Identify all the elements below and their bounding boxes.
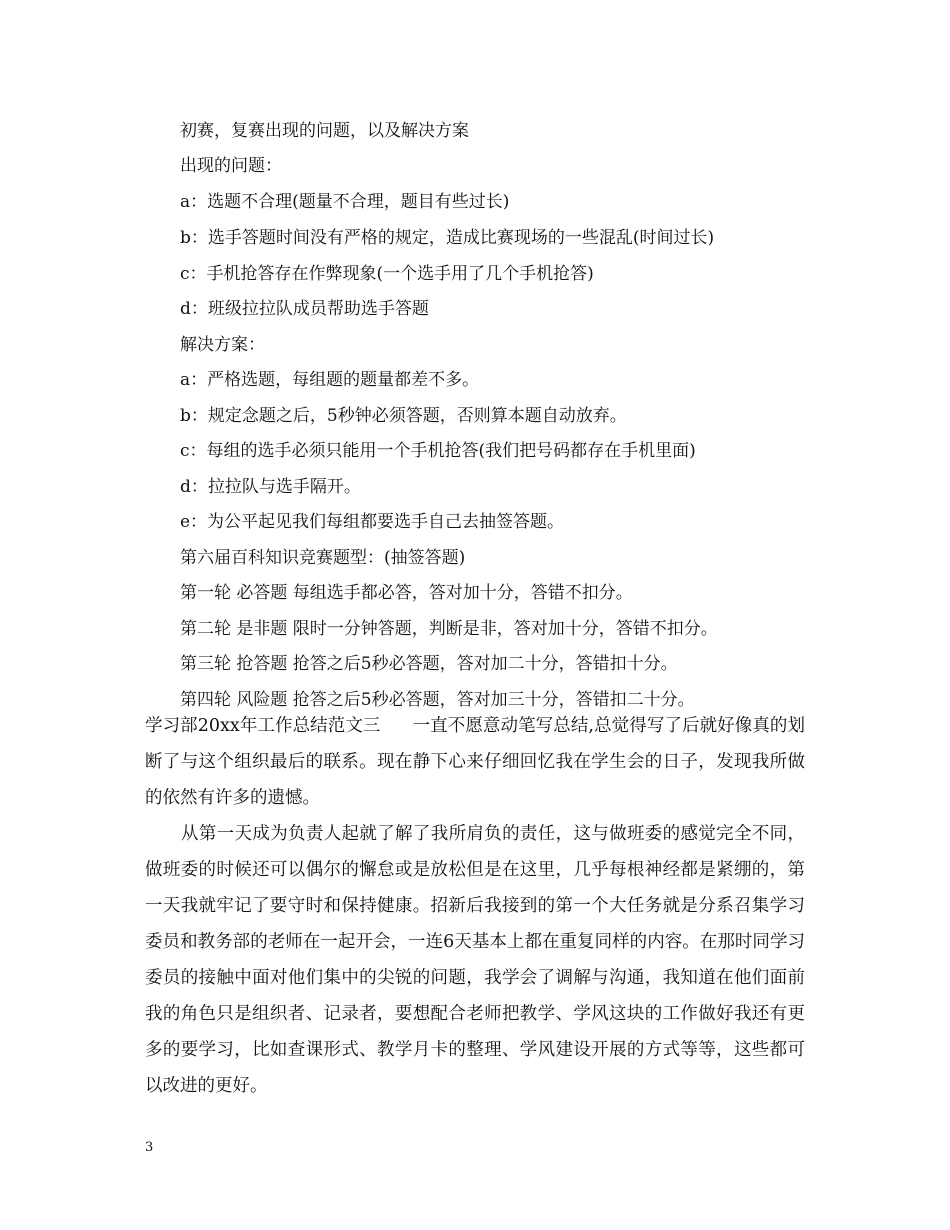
problem-item: b：选手答题时间没有严格的规定，造成比赛现场的一些混乱(时间过长) [180,228,715,248]
solution-item: c：每组的选手必须只能用一个手机抢答(我们把号码都存在手机里面) [180,441,696,461]
solutions-label: 解决方案： [180,335,265,355]
page-number: 3 [145,1140,154,1155]
problem-item: a：选题不合理(题量不合理，题目有些过长) [180,192,510,212]
round-item: 第三轮 抢答题 抢答之后5秒必答题，答对加二十分，答错扣十分。 [180,654,678,674]
round-item: 第一轮 必答题 每组选手都必答，答对加十分，答错不扣分。 [180,583,633,603]
section-intro-text: 一直不愿意动笔写总结,总觉得写了后就好像真的划断了与这个组织最后的联系。现在静下心来仔细回忆我在学生会的日子，发现我所做的依然有许多的遗憾。 [145,716,805,808]
round-item: 第四轮 风险题 抢答之后5秒必答题，答对加三十分，答错扣二十分。 [180,690,695,710]
problem-item: c：手机抢答存在作弊现象(一个选手用了几个手机抢答) [180,264,594,284]
solution-item: e：为公平起见我们每组都要选手自己去抽签答题。 [180,512,565,532]
solution-item: b：规定念题之后，5秒钟必须答题，否则算本题自动放弃。 [180,406,627,426]
solution-item: d：拉拉队与选手隔开。 [180,477,361,497]
problem-item: d：班级拉拉队成员帮助选手答题 [180,299,429,319]
body-paragraph: 从第一天成为负责人起就了解了我所肩负的责任，这与做班委的感觉完全不同，做班委的时候还可以偶尔的懈怠或是放松但是在这里，几乎每根神经都是紧绷的，第一天我就牢记了要守时和保持健康。招新后我接到的第一个大任务就是分系召集学习委员和教务部的老师在一起开会，一连6天基本上都在重复同样的内容。在那时同学习委员的接触中面对他们集中的尖锐的问题，我学会了调解与沟通，我知道在他们面前我的角色只是组织者、记录者，要想配合老师把教学、学风这块的工作做好我还有更多的要学习，比如查课形式、教学月卡的整理、学风建设开展的方式等等，这些都可以改进的更好。 [145,824,805,1096]
round-item: 第二轮 是非题 限时一分钟答题，判断是非，答对加十分，答错不扣分。 [180,619,718,639]
solution-item: a：严格选题，每组题的题量都差不多。 [180,370,480,390]
heading-problems-solutions: 初赛，复赛出现的问题，以及解决方案 [180,121,469,141]
section-intro-paragraph [145,708,805,816]
problems-label: 出现的问题： [180,156,282,176]
contest-format-heading: 第六届百科知识竞赛题型：(抽签答题) [180,548,466,568]
section-title: 学习部20xx年工作总结范文三 [145,716,381,736]
